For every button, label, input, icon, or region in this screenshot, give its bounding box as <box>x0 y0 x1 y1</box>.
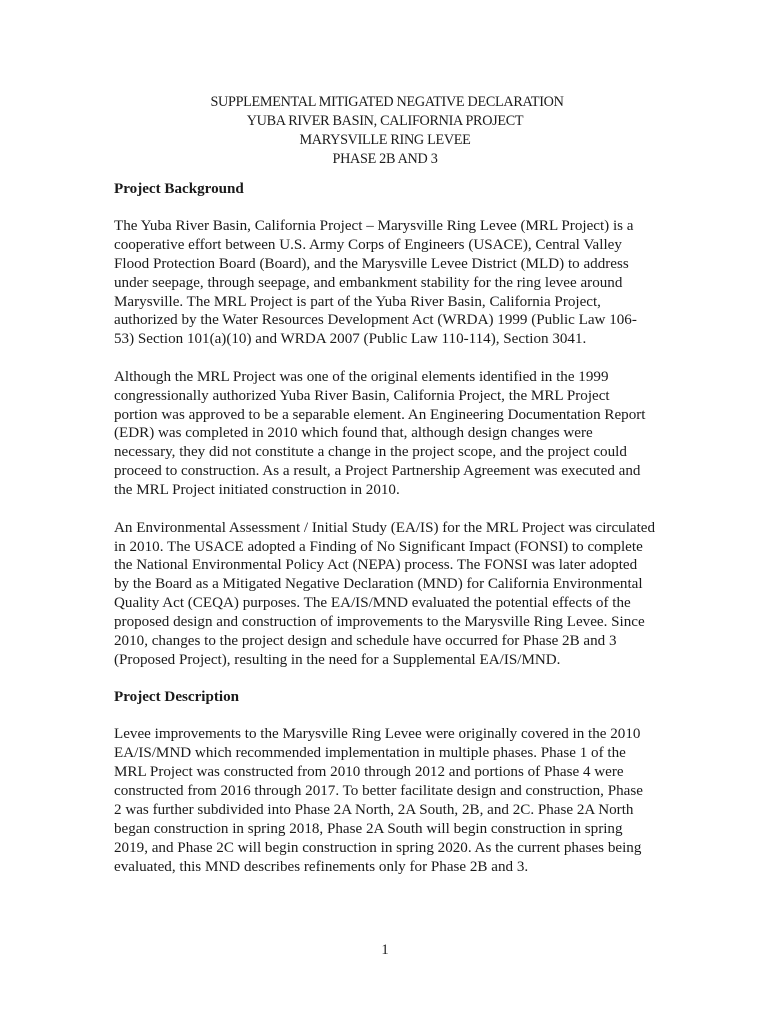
text-line: Although the MRL Project was one of the original elements identified in the 1999 <box>114 368 609 385</box>
section-heading-project-background: Project Background <box>114 181 244 197</box>
text-line: 53) Section 101(a)(10) and WRDA 2007 (Public Law 110-114), Section 3041. <box>114 331 587 348</box>
text-line: authorized by the Water Resources Development Act (WRDA) 1999 (Public Law 106- <box>114 312 637 329</box>
text-line: the National Environmental Policy Act (NEPA) process. The FONSI was later adopted <box>114 557 638 574</box>
title-line: YUBA RIVER BASIN, CALIFORNIA PROJECT <box>246 113 524 129</box>
text-line: Quality Act (CEQA) purposes. The EA/IS/MND evaluated the potential effects of the <box>114 595 631 612</box>
text-line: proceed to construction. As a result, a Project Partnership Agreement was executed and <box>114 463 641 480</box>
text-line: cooperative effort between U.S. Army Corps of Engineers (USACE), Central Valley <box>114 236 622 253</box>
text-line: Marysville. The MRL Project is part of the Yuba River Basin, California Project, <box>114 293 601 310</box>
paragraph <box>114 217 674 349</box>
text-line: 2 was further subdivided into Phase 2A North, 2A South, 2B, and 2C. Phase 2A North <box>114 801 634 818</box>
text-line: EA/IS/MND which recommended implementation in multiple phases. Phase 1 of the <box>114 745 626 762</box>
text-line: proposed design and construction of improvements to the Marysville Ring Levee. Since <box>114 614 645 631</box>
text-line: necessary, they did not constitute a change in the project scope, and the project could <box>114 444 627 461</box>
title-line: PHASE 2B AND 3 <box>332 151 438 167</box>
page-number: 1 <box>381 942 389 958</box>
text-line: congressionally authorized Yuba River Basin, California Project, the MRL Project <box>114 387 610 404</box>
document-title <box>0 93 770 169</box>
text-line: constructed from 2016 through 2017. To better facilitate design and construction, Phase <box>114 782 643 799</box>
text-line: The Yuba River Basin, California Project – Marysville Ring Levee (MRL Project) is a <box>114 217 634 234</box>
text-line: (EDR) was completed in 2010 which found that, although design changes were <box>114 425 593 442</box>
text-line: portion was approved to be a separable element. An Engineering Documentation Report <box>114 406 646 423</box>
text-line: began construction in spring 2018, Phase 2A South will begin construction in spring <box>114 820 623 837</box>
text-line: under seepage, through seepage, and embankment stability for the ring levee around <box>114 274 623 291</box>
text-line: evaluated, this MND describes refinements only for Phase 2B and 3. <box>114 858 529 875</box>
text-line: Levee improvements to the Marysville Ring Levee were originally covered in the 2010 <box>114 726 641 743</box>
section-heading-project-description: Project Description <box>114 689 240 706</box>
document-body <box>114 180 674 895</box>
text-line: Flood Protection Board (Board), and the Marysville Levee District (MLD) to address <box>114 255 629 272</box>
text-line: (Proposed Project), resulting in the need for a Supplemental EA/IS/MND. <box>114 651 561 668</box>
paragraph <box>114 368 674 500</box>
title-line: SUPPLEMENTAL MITIGATED NEGATIVE DECLARATION <box>210 94 564 110</box>
paragraph <box>114 519 674 670</box>
text-line: 2019, and Phase 2C will begin construction in spring 2020. As the current phases being <box>114 839 642 856</box>
text-line: An Environmental Assessment / Initial Study (EA/IS) for the MRL Project was circulated <box>114 519 656 536</box>
text-line: by the Board as a Mitigated Negative Declaration (MND) for California Environmental <box>114 576 643 593</box>
text-line: 2010, changes to the project design and schedule have occurred for Phase 2B and 3 <box>114 633 617 650</box>
text-line: in 2010. The USACE adopted a Finding of No Significant Impact (FONSI) to complete <box>114 538 643 555</box>
paragraph <box>114 725 674 876</box>
title-line: MARYSVILLE RING LEVEE <box>299 132 471 148</box>
text-line: the MRL Project initiated construction in 2010. <box>114 482 400 499</box>
text-line: MRL Project was constructed from 2010 through 2012 and portions of Phase 4 were <box>114 764 624 781</box>
